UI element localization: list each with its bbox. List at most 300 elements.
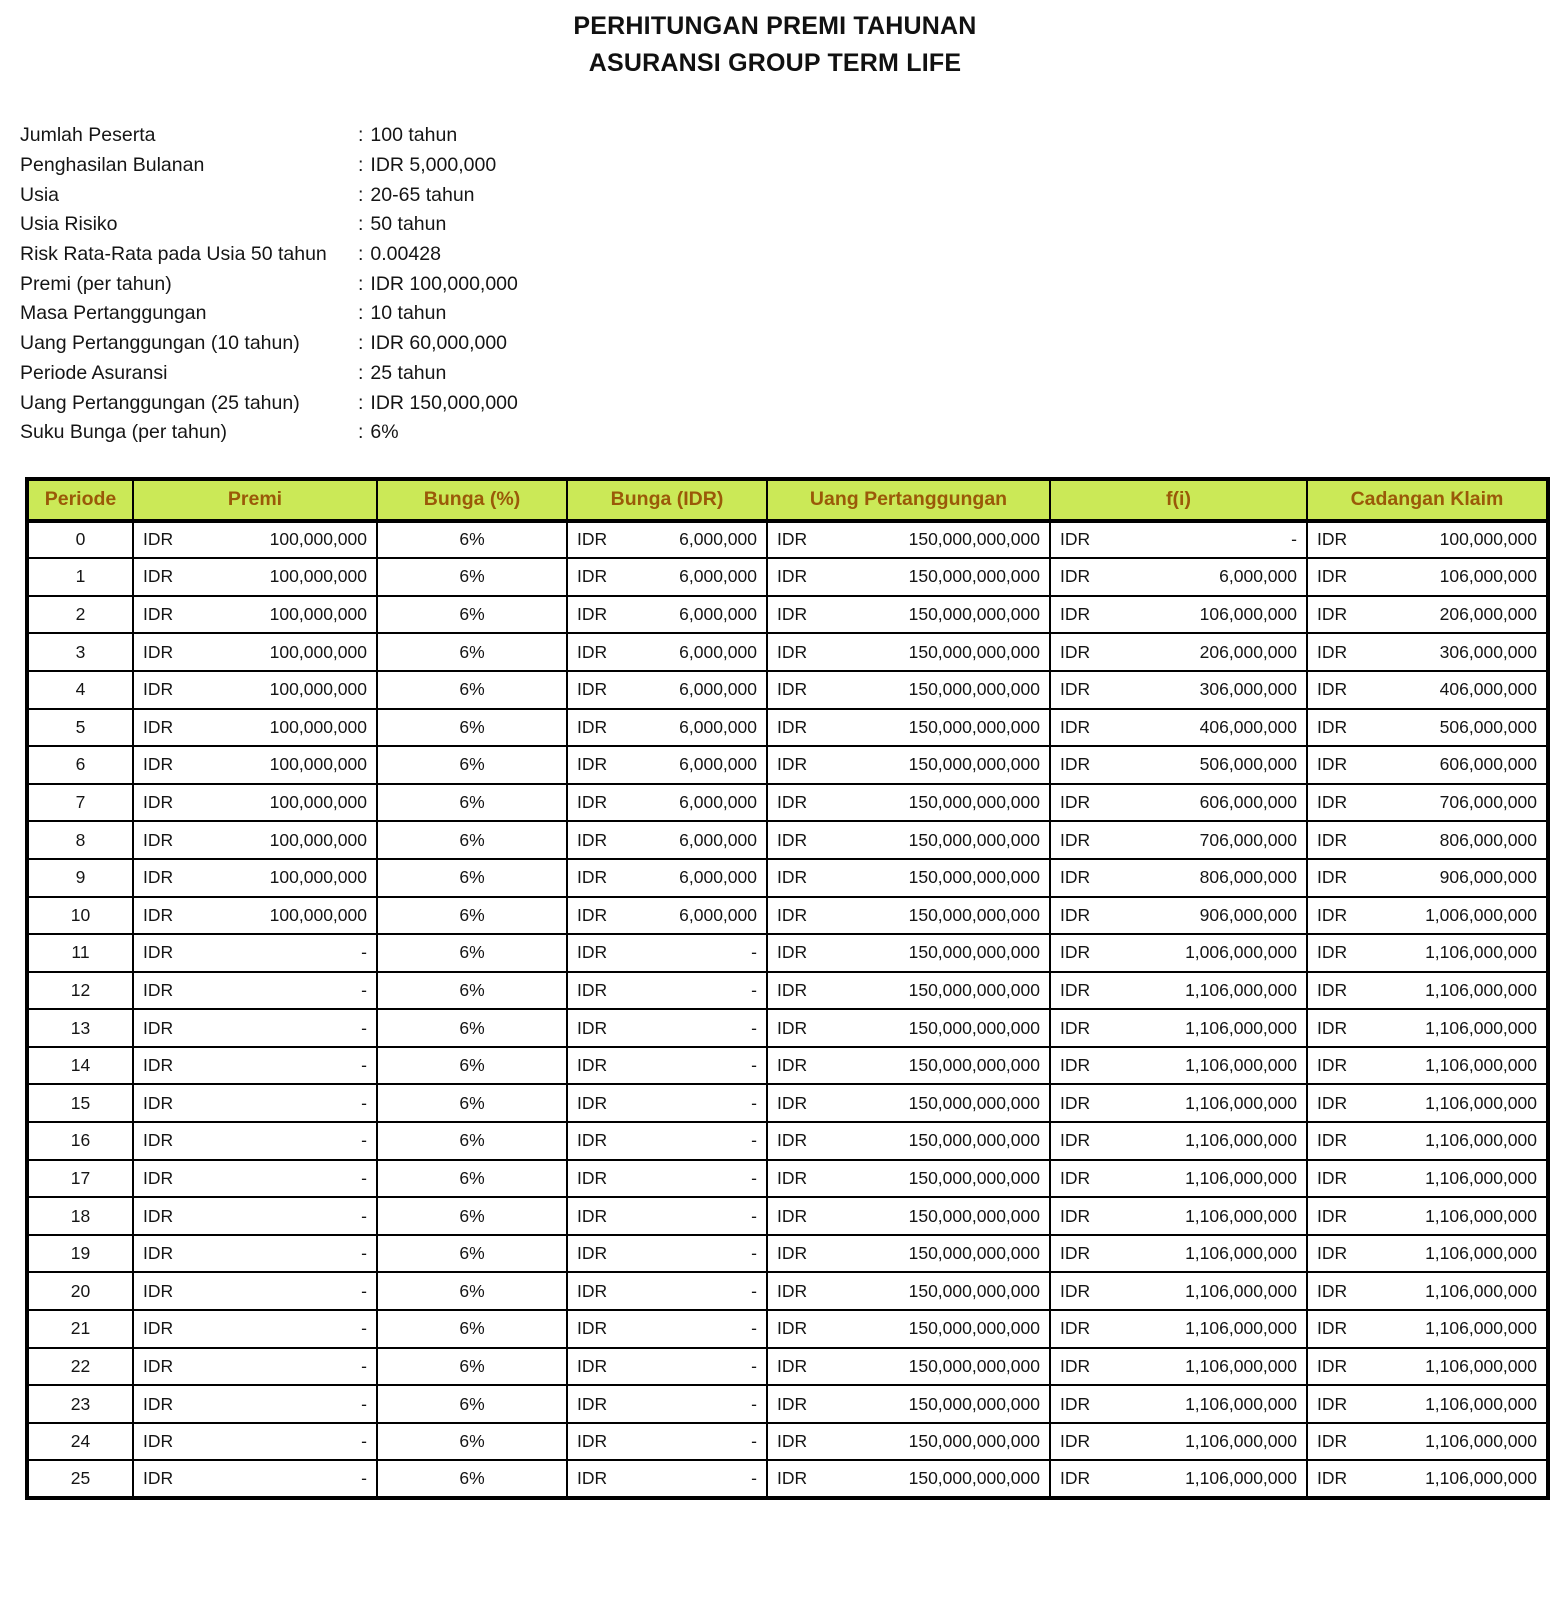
currency-label: IDR (1317, 904, 1348, 925)
cell-periode: 11 (27, 934, 133, 972)
amount-value: - (751, 1243, 757, 1264)
currency-label: IDR (1317, 754, 1348, 775)
currency-label: IDR (777, 754, 808, 775)
currency-label: IDR (1060, 1017, 1091, 1038)
amount-value: 1,106,000,000 (1425, 1092, 1537, 1113)
amount-value: - (751, 1130, 757, 1151)
currency-label: IDR (143, 1280, 174, 1301)
cell-bunga-idr (567, 972, 767, 1010)
table-row (27, 521, 1548, 559)
currency-label: IDR (1060, 829, 1091, 850)
cell-bunga-idr (567, 859, 767, 897)
currency-label: IDR (777, 942, 808, 963)
currency-label: IDR (1317, 1318, 1348, 1339)
currency-label: IDR (577, 1092, 608, 1113)
info-list (20, 121, 1550, 448)
cell-bunga-pct: 6% (377, 859, 567, 897)
amount-value: 6,000,000 (679, 679, 757, 700)
cell-bunga-idr (567, 1348, 767, 1386)
cell-fi (1050, 1348, 1307, 1386)
cell-uang-pertanggungan (767, 1122, 1050, 1160)
cell-cadangan-klaim (1307, 521, 1548, 559)
currency-label: IDR (1060, 716, 1091, 737)
currency-label: IDR (143, 1431, 174, 1452)
cell-fi (1050, 1385, 1307, 1423)
cell-uang-pertanggungan (767, 784, 1050, 822)
info-separator: : (358, 361, 364, 384)
table-row (27, 1460, 1548, 1498)
cell-cadangan-klaim (1307, 1385, 1548, 1423)
currency-label: IDR (1060, 792, 1091, 813)
amount-value: 1,106,000,000 (1425, 1017, 1537, 1038)
cell-bunga-idr (567, 1272, 767, 1310)
cell-bunga-idr (567, 709, 767, 747)
cell-bunga-pct: 6% (377, 897, 567, 935)
amount-value: 806,000,000 (1199, 867, 1297, 888)
amount-value: 1,106,000,000 (1425, 1318, 1537, 1339)
amount-value: 150,000,000,000 (908, 1243, 1040, 1264)
cell-premi (133, 633, 377, 671)
currency-label: IDR (777, 1431, 808, 1452)
currency-label: IDR (143, 1205, 174, 1226)
title-line-1: PERHITUNGAN PREMI TAHUNAN (573, 12, 977, 40)
table-row (27, 1047, 1548, 1085)
currency-label: IDR (1060, 1431, 1091, 1452)
amount-value: - (361, 942, 367, 963)
currency-label: IDR (577, 1318, 608, 1339)
amount-value: 150,000,000,000 (908, 1017, 1040, 1038)
cell-premi (133, 1348, 377, 1386)
cell-uang-pertanggungan (767, 934, 1050, 972)
cell-fi (1050, 784, 1307, 822)
table-row (27, 1084, 1548, 1122)
table-row (27, 784, 1548, 822)
cell-premi (133, 972, 377, 1010)
currency-label: IDR (777, 1055, 808, 1076)
currency-label: IDR (143, 754, 174, 775)
info-separator: : (358, 124, 364, 147)
info-separator: : (358, 213, 364, 236)
info-label: Uang Pertanggungan (10 tahun) (20, 332, 300, 355)
currency-label: IDR (143, 1167, 174, 1188)
currency-label: IDR (577, 604, 608, 625)
currency-label: IDR (577, 867, 608, 888)
currency-label: IDR (1317, 867, 1348, 888)
table-row (27, 558, 1548, 596)
currency-label: IDR (777, 1468, 808, 1489)
amount-value: 6,000,000 (679, 566, 757, 587)
amount-value: 150,000,000,000 (908, 1355, 1040, 1376)
info-row (20, 388, 1550, 418)
cell-premi (133, 671, 377, 709)
cell-bunga-pct: 6% (377, 1235, 567, 1273)
amount-value: 606,000,000 (1439, 754, 1537, 775)
cell-periode: 20 (27, 1272, 133, 1310)
currency-label: IDR (777, 1355, 808, 1376)
amount-value: - (751, 979, 757, 1000)
cell-bunga-pct: 6% (377, 1084, 567, 1122)
table-row (27, 633, 1548, 671)
amount-value: 1,106,000,000 (1185, 1280, 1297, 1301)
cell-bunga-idr (567, 934, 767, 972)
cell-fi (1050, 897, 1307, 935)
currency-label: IDR (143, 1355, 174, 1376)
cell-cadangan-klaim (1307, 784, 1548, 822)
amount-value: - (361, 1130, 367, 1151)
cell-periode: 2 (27, 596, 133, 634)
cell-uang-pertanggungan (767, 1160, 1050, 1198)
amount-value: 6,000,000 (679, 604, 757, 625)
cell-uang-pertanggungan (767, 596, 1050, 634)
amount-value: 150,000,000,000 (908, 716, 1040, 737)
cell-uang-pertanggungan (767, 1197, 1050, 1235)
info-value: 20-65 tahun (370, 183, 475, 206)
cell-fi (1050, 1084, 1307, 1122)
amount-value: 6,000,000 (679, 529, 757, 550)
column-header-premi: Premi (133, 479, 377, 521)
cell-periode: 9 (27, 859, 133, 897)
cell-cadangan-klaim (1307, 1009, 1548, 1047)
currency-label: IDR (1317, 716, 1348, 737)
amount-value: 150,000,000,000 (908, 1055, 1040, 1076)
cell-uang-pertanggungan (767, 859, 1050, 897)
cell-premi (133, 1084, 377, 1122)
cell-periode: 5 (27, 709, 133, 747)
currency-label: IDR (143, 1092, 174, 1113)
currency-label: IDR (1317, 1280, 1348, 1301)
currency-label: IDR (577, 1431, 608, 1452)
column-header-periode: Periode (27, 479, 133, 521)
table-row (27, 1235, 1548, 1273)
cell-bunga-idr (567, 1084, 767, 1122)
info-label: Premi (per tahun) (20, 272, 172, 295)
amount-value: 150,000,000,000 (908, 1318, 1040, 1339)
cell-periode: 22 (27, 1348, 133, 1386)
amount-value: - (751, 1167, 757, 1188)
info-label: Risk Rata-Rata pada Usia 50 tahun (20, 243, 327, 266)
amount-value: 1,106,000,000 (1185, 1243, 1297, 1264)
cell-uang-pertanggungan (767, 558, 1050, 596)
info-separator: : (358, 302, 364, 325)
info-value: IDR 100,000,000 (370, 272, 518, 295)
currency-label: IDR (143, 829, 174, 850)
amount-value: 150,000,000,000 (908, 529, 1040, 550)
currency-label: IDR (143, 529, 174, 550)
currency-label: IDR (577, 792, 608, 813)
currency-label: IDR (777, 1280, 808, 1301)
info-row (20, 418, 1550, 448)
amount-value: - (751, 1431, 757, 1452)
info-row (20, 359, 1550, 389)
info-value: 50 tahun (370, 213, 447, 236)
amount-value: 1,106,000,000 (1185, 1355, 1297, 1376)
table-row (27, 1423, 1548, 1461)
amount-value: - (751, 1055, 757, 1076)
amount-value: - (361, 1017, 367, 1038)
cell-periode: 3 (27, 633, 133, 671)
cell-cadangan-klaim (1307, 1423, 1548, 1461)
currency-label: IDR (777, 829, 808, 850)
cell-fi (1050, 1272, 1307, 1310)
cell-bunga-pct: 6% (377, 1122, 567, 1160)
cell-uang-pertanggungan (767, 746, 1050, 784)
currency-label: IDR (1317, 1167, 1348, 1188)
amount-value: - (361, 1205, 367, 1226)
table-row (27, 934, 1548, 972)
cell-bunga-pct: 6% (377, 972, 567, 1010)
cell-premi (133, 1009, 377, 1047)
cell-cadangan-klaim (1307, 1310, 1548, 1348)
currency-label: IDR (777, 716, 808, 737)
amount-value: 1,106,000,000 (1425, 1280, 1537, 1301)
currency-label: IDR (577, 1393, 608, 1414)
cell-periode: 17 (27, 1160, 133, 1198)
currency-label: IDR (143, 604, 174, 625)
cell-premi (133, 1272, 377, 1310)
table-row (27, 1310, 1548, 1348)
amount-value: 150,000,000,000 (908, 566, 1040, 587)
amount-value: 1,106,000,000 (1185, 1130, 1297, 1151)
cell-cadangan-klaim (1307, 934, 1548, 972)
cell-periode: 18 (27, 1197, 133, 1235)
cell-periode: 8 (27, 821, 133, 859)
currency-label: IDR (577, 829, 608, 850)
cell-bunga-idr (567, 633, 767, 671)
amount-value: 150,000,000,000 (908, 679, 1040, 700)
info-row (20, 151, 1550, 181)
cell-uang-pertanggungan (767, 671, 1050, 709)
currency-label: IDR (577, 679, 608, 700)
currency-label: IDR (577, 1055, 608, 1076)
currency-label: IDR (1060, 604, 1091, 625)
info-separator: : (358, 243, 364, 266)
cell-bunga-pct: 6% (377, 633, 567, 671)
currency-label: IDR (1060, 1243, 1091, 1264)
currency-label: IDR (1060, 979, 1091, 1000)
amount-value: 6,000,000 (679, 829, 757, 850)
amount-value: 1,106,000,000 (1185, 1205, 1297, 1226)
currency-label: IDR (1060, 679, 1091, 700)
amount-value: 506,000,000 (1199, 754, 1297, 775)
currency-label: IDR (1060, 1318, 1091, 1339)
cell-cadangan-klaim (1307, 1235, 1548, 1273)
amount-value: 150,000,000,000 (908, 1431, 1040, 1452)
cell-cadangan-klaim (1307, 1272, 1548, 1310)
info-row (20, 299, 1550, 329)
cell-uang-pertanggungan (767, 1047, 1050, 1085)
cell-cadangan-klaim (1307, 1122, 1548, 1160)
info-label: Suku Bunga (per tahun) (20, 421, 228, 444)
cell-cadangan-klaim (1307, 897, 1548, 935)
currency-label: IDR (143, 1017, 174, 1038)
cell-fi (1050, 1122, 1307, 1160)
currency-label: IDR (1317, 1017, 1348, 1038)
amount-value: 100,000,000 (269, 792, 367, 813)
currency-label: IDR (143, 641, 174, 662)
info-value: 100 tahun (370, 124, 458, 147)
cell-bunga-idr (567, 1460, 767, 1498)
cell-fi (1050, 1310, 1307, 1348)
table-row (27, 671, 1548, 709)
cell-bunga-idr (567, 821, 767, 859)
currency-label: IDR (577, 641, 608, 662)
currency-label: IDR (1060, 566, 1091, 587)
amount-value: 1,006,000,000 (1425, 904, 1537, 925)
amount-value: - (361, 1393, 367, 1414)
currency-label: IDR (143, 1393, 174, 1414)
amount-value: 1,006,000,000 (1185, 942, 1297, 963)
amount-value: 6,000,000 (679, 641, 757, 662)
info-separator: : (358, 154, 364, 177)
cell-premi (133, 859, 377, 897)
info-separator: : (358, 332, 364, 355)
currency-label: IDR (1317, 1130, 1348, 1151)
cell-periode: 23 (27, 1385, 133, 1423)
currency-label: IDR (1317, 942, 1348, 963)
cell-fi (1050, 859, 1307, 897)
amount-value: - (361, 1280, 367, 1301)
cell-periode: 0 (27, 521, 133, 559)
cell-periode: 15 (27, 1084, 133, 1122)
cell-fi (1050, 1460, 1307, 1498)
amount-value: 100,000,000 (269, 716, 367, 737)
cell-bunga-idr (567, 1423, 767, 1461)
amount-value: 306,000,000 (1199, 679, 1297, 700)
cell-periode: 24 (27, 1423, 133, 1461)
amount-value: 150,000,000,000 (908, 1393, 1040, 1414)
currency-label: IDR (777, 1130, 808, 1151)
amount-value: 406,000,000 (1199, 716, 1297, 737)
cell-premi (133, 1385, 377, 1423)
currency-label: IDR (143, 904, 174, 925)
currency-label: IDR (777, 904, 808, 925)
cell-bunga-idr (567, 558, 767, 596)
currency-label: IDR (143, 1055, 174, 1076)
cell-bunga-pct: 6% (377, 1047, 567, 1085)
cell-bunga-pct: 6% (377, 596, 567, 634)
currency-label: IDR (1060, 1205, 1091, 1226)
currency-label: IDR (143, 1468, 174, 1489)
currency-label: IDR (577, 942, 608, 963)
cell-bunga-pct: 6% (377, 746, 567, 784)
cell-periode: 7 (27, 784, 133, 822)
amount-value: 1,106,000,000 (1185, 1092, 1297, 1113)
currency-label: IDR (1060, 942, 1091, 963)
amount-value: 150,000,000,000 (908, 829, 1040, 850)
amount-value: 206,000,000 (1199, 641, 1297, 662)
cell-bunga-idr (567, 1160, 767, 1198)
amount-value: 1,106,000,000 (1185, 1167, 1297, 1188)
info-value: 6% (370, 421, 399, 444)
amount-value: - (751, 1355, 757, 1376)
currency-label: IDR (577, 1243, 608, 1264)
amount-value: 150,000,000,000 (908, 942, 1040, 963)
cell-premi (133, 521, 377, 559)
amount-value: 1,106,000,000 (1425, 1205, 1537, 1226)
currency-label: IDR (1060, 904, 1091, 925)
amount-value: 150,000,000,000 (908, 867, 1040, 888)
amount-value: 150,000,000,000 (908, 604, 1040, 625)
cell-periode: 4 (27, 671, 133, 709)
amount-value: 1,106,000,000 (1185, 1017, 1297, 1038)
amount-value: 6,000,000 (679, 792, 757, 813)
currency-label: IDR (577, 1167, 608, 1188)
cell-uang-pertanggungan (767, 1009, 1050, 1047)
amount-value: 1,106,000,000 (1425, 1055, 1537, 1076)
column-header-bunga-idr: Bunga (IDR) (567, 479, 767, 521)
amount-value: - (361, 1055, 367, 1076)
amount-value: 100,000,000 (269, 754, 367, 775)
amount-value: 100,000,000 (1439, 529, 1537, 550)
cell-premi (133, 1047, 377, 1085)
cell-fi (1050, 1047, 1307, 1085)
currency-label: IDR (143, 942, 174, 963)
cell-bunga-pct: 6% (377, 671, 567, 709)
currency-label: IDR (777, 1393, 808, 1414)
cell-bunga-idr (567, 1047, 767, 1085)
currency-label: IDR (1060, 1355, 1091, 1376)
cell-cadangan-klaim (1307, 1348, 1548, 1386)
amount-value: - (361, 1431, 367, 1452)
currency-label: IDR (1317, 679, 1348, 700)
cell-periode: 21 (27, 1310, 133, 1348)
amount-value: - (751, 1092, 757, 1113)
column-header-uang-pertanggungan: Uang Pertanggungan (767, 479, 1050, 521)
currency-label: IDR (1317, 1243, 1348, 1264)
cell-bunga-idr (567, 1122, 767, 1160)
amount-value: 1,106,000,000 (1425, 1243, 1537, 1264)
cell-periode: 13 (27, 1009, 133, 1047)
amount-value: 1,106,000,000 (1425, 1130, 1537, 1151)
currency-label: IDR (777, 1092, 808, 1113)
cell-fi (1050, 746, 1307, 784)
info-label: Usia (20, 183, 60, 206)
column-header-bunga-pct: Bunga (%) (377, 479, 567, 521)
info-row (20, 329, 1550, 359)
currency-label: IDR (777, 1243, 808, 1264)
amount-value: - (751, 1468, 757, 1489)
cell-bunga-pct: 6% (377, 521, 567, 559)
currency-label: IDR (143, 979, 174, 1000)
amount-value: 100,000,000 (269, 867, 367, 888)
amount-value: 106,000,000 (1439, 566, 1537, 587)
currency-label: IDR (143, 792, 174, 813)
cell-fi (1050, 1423, 1307, 1461)
currency-label: IDR (577, 904, 608, 925)
cell-fi (1050, 1197, 1307, 1235)
cell-fi (1050, 671, 1307, 709)
cell-bunga-idr (567, 671, 767, 709)
currency-label: IDR (577, 979, 608, 1000)
table-row (27, 1385, 1548, 1423)
cell-uang-pertanggungan (767, 1272, 1050, 1310)
cell-uang-pertanggungan (767, 1385, 1050, 1423)
amount-value: - (361, 1468, 367, 1489)
amount-value: - (751, 1318, 757, 1339)
cell-uang-pertanggungan (767, 1460, 1050, 1498)
cell-uang-pertanggungan (767, 1235, 1050, 1273)
cell-premi (133, 1197, 377, 1235)
amount-value: 1,106,000,000 (1185, 1318, 1297, 1339)
amount-value: - (1291, 529, 1297, 550)
info-row (20, 180, 1550, 210)
currency-label: IDR (1060, 1468, 1091, 1489)
cell-cadangan-klaim (1307, 1160, 1548, 1198)
table-row (27, 821, 1548, 859)
currency-label: IDR (1317, 1055, 1348, 1076)
currency-label: IDR (1060, 754, 1091, 775)
currency-label: IDR (143, 716, 174, 737)
